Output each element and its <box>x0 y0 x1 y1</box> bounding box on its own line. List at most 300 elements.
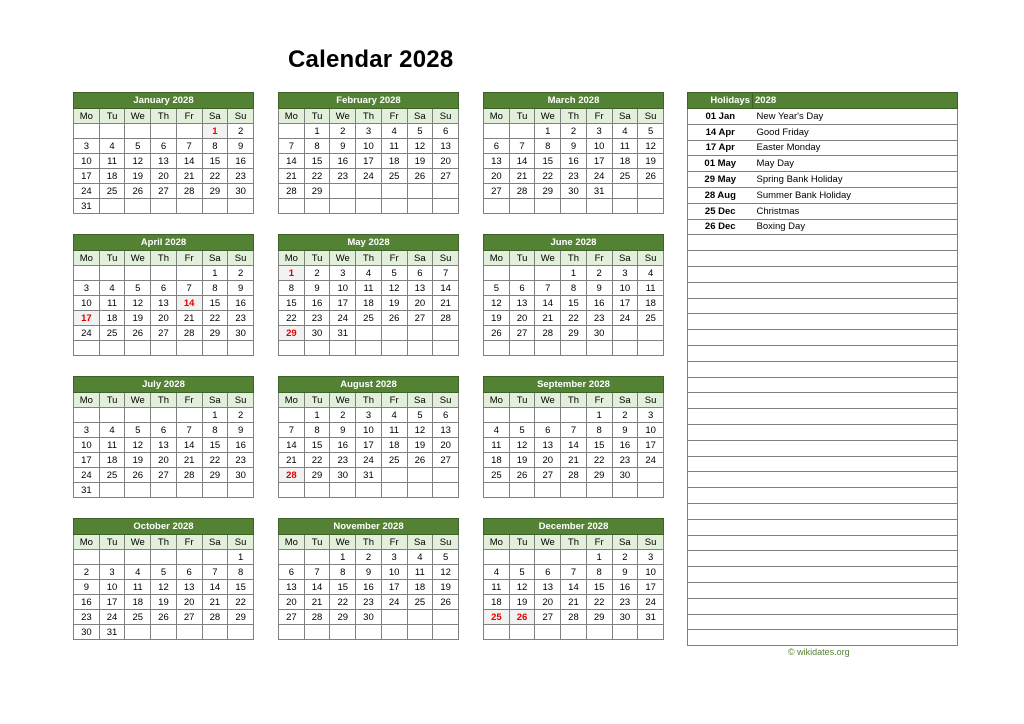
blank-cell <box>688 393 753 409</box>
empty-day-cell <box>407 468 433 483</box>
empty-day-cell <box>74 124 100 139</box>
empty-day-cell <box>484 408 510 423</box>
day-cell: 2 <box>228 408 254 423</box>
day-cell: 19 <box>125 169 151 184</box>
day-cell: 5 <box>407 408 433 423</box>
day-cell: 25 <box>484 468 510 483</box>
day-cell: 12 <box>509 580 535 595</box>
day-cell: 20 <box>176 595 202 610</box>
empty-day-cell <box>202 550 228 565</box>
empty-day-cell <box>509 199 535 214</box>
empty-day-cell <box>99 124 125 139</box>
day-cell: 7 <box>535 281 561 296</box>
empty-day-cell <box>586 625 612 640</box>
holiday-day-cell: 29 <box>279 326 305 341</box>
day-cell: 19 <box>125 453 151 468</box>
day-cell: 9 <box>586 281 612 296</box>
holiday-day-cell: 1 <box>202 124 228 139</box>
empty-day-cell <box>381 199 407 214</box>
empty-day-cell <box>407 199 433 214</box>
empty-day-cell <box>535 199 561 214</box>
day-cell: 12 <box>433 565 459 580</box>
day-cell: 31 <box>330 326 356 341</box>
day-cell: 23 <box>586 311 612 326</box>
day-cell: 1 <box>202 266 228 281</box>
blank-cell <box>753 535 958 551</box>
day-cell: 11 <box>99 296 125 311</box>
empty-day-cell <box>561 483 587 498</box>
day-cell: 26 <box>125 468 151 483</box>
weekday-label: Mo <box>279 251 305 266</box>
weekday-label: Fr <box>381 535 407 550</box>
day-cell: 25 <box>612 169 638 184</box>
blank-holiday-row <box>688 567 958 583</box>
day-cell: 25 <box>125 610 151 625</box>
blank-cell <box>688 377 753 393</box>
empty-day-cell <box>151 199 177 214</box>
empty-day-cell <box>279 483 305 498</box>
weekday-label: Mo <box>484 535 510 550</box>
empty-day-cell <box>433 483 459 498</box>
day-cell: 20 <box>407 296 433 311</box>
weekday-label: We <box>535 251 561 266</box>
empty-day-cell <box>535 550 561 565</box>
day-cell: 9 <box>228 423 254 438</box>
day-cell: 5 <box>151 565 177 580</box>
blank-cell <box>688 456 753 472</box>
blank-holiday-row <box>688 503 958 519</box>
day-cell: 23 <box>228 453 254 468</box>
day-cell: 24 <box>74 184 100 199</box>
day-cell: 6 <box>433 408 459 423</box>
empty-day-cell <box>509 408 535 423</box>
empty-day-cell <box>125 483 151 498</box>
weekday-label: Su <box>228 109 254 124</box>
day-cell: 29 <box>561 326 587 341</box>
weekday-label: Sa <box>407 393 433 408</box>
day-cell: 19 <box>484 311 510 326</box>
blank-cell <box>753 456 958 472</box>
weekday-label: Sa <box>202 535 228 550</box>
day-cell: 16 <box>228 296 254 311</box>
empty-day-cell <box>484 483 510 498</box>
empty-day-cell <box>638 326 664 341</box>
day-cell: 24 <box>74 326 100 341</box>
day-cell: 14 <box>279 438 305 453</box>
month-title: March 2028 <box>484 93 664 109</box>
day-cell: 30 <box>561 184 587 199</box>
day-cell: 13 <box>535 580 561 595</box>
day-cell: 3 <box>356 408 382 423</box>
weekday-label: Su <box>228 535 254 550</box>
blank-cell <box>688 630 753 646</box>
empty-day-cell <box>74 266 100 281</box>
holiday-row <box>688 203 958 219</box>
empty-day-cell <box>99 266 125 281</box>
day-cell: 12 <box>381 281 407 296</box>
day-cell: 22 <box>561 311 587 326</box>
day-cell: 12 <box>638 139 664 154</box>
empty-day-cell <box>509 625 535 640</box>
holiday-name: May Day <box>753 156 958 172</box>
empty-day-cell <box>561 550 587 565</box>
weekday-label: Fr <box>586 251 612 266</box>
day-cell: 1 <box>535 124 561 139</box>
blank-cell <box>753 298 958 314</box>
day-cell: 21 <box>279 453 305 468</box>
day-cell: 29 <box>202 468 228 483</box>
blank-cell <box>688 361 753 377</box>
weekday-label: Su <box>433 535 459 550</box>
day-cell: 19 <box>381 296 407 311</box>
blank-holiday-row <box>688 582 958 598</box>
month-title: October 2028 <box>74 519 254 535</box>
weekday-label: Th <box>561 393 587 408</box>
day-cell: 20 <box>433 438 459 453</box>
weekday-label: Tu <box>509 393 535 408</box>
day-cell: 4 <box>484 423 510 438</box>
weekday-label: We <box>535 109 561 124</box>
weekday-label: Th <box>561 109 587 124</box>
day-cell: 7 <box>279 423 305 438</box>
empty-day-cell <box>484 266 510 281</box>
day-cell: 16 <box>586 296 612 311</box>
empty-day-cell <box>381 468 407 483</box>
day-cell: 6 <box>151 139 177 154</box>
blank-holiday-row <box>688 298 958 314</box>
day-cell: 20 <box>535 595 561 610</box>
day-cell: 21 <box>509 169 535 184</box>
day-cell: 8 <box>202 281 228 296</box>
day-cell: 18 <box>99 311 125 326</box>
month-calendar <box>278 92 459 214</box>
day-cell: 26 <box>125 184 151 199</box>
empty-day-cell <box>638 199 664 214</box>
day-cell: 13 <box>509 296 535 311</box>
day-cell: 22 <box>586 595 612 610</box>
day-cell: 23 <box>330 169 356 184</box>
day-cell: 31 <box>99 625 125 640</box>
holiday-day-cell: 17 <box>74 311 100 326</box>
day-cell: 16 <box>612 580 638 595</box>
day-cell: 20 <box>279 595 305 610</box>
weekday-label: Mo <box>74 535 100 550</box>
day-cell: 21 <box>176 453 202 468</box>
blank-cell <box>753 345 958 361</box>
blank-cell <box>753 488 958 504</box>
day-cell: 3 <box>74 139 100 154</box>
empty-day-cell <box>407 326 433 341</box>
day-cell: 28 <box>535 326 561 341</box>
blank-cell <box>753 630 958 646</box>
weekday-label: Mo <box>484 393 510 408</box>
weekday-label: We <box>125 251 151 266</box>
day-cell: 28 <box>304 610 330 625</box>
day-cell: 12 <box>151 580 177 595</box>
weekday-label: Su <box>228 393 254 408</box>
day-cell: 18 <box>99 169 125 184</box>
day-cell: 5 <box>433 550 459 565</box>
day-cell: 9 <box>356 565 382 580</box>
day-cell: 8 <box>586 423 612 438</box>
day-cell: 28 <box>433 311 459 326</box>
day-cell: 30 <box>228 326 254 341</box>
day-cell: 9 <box>330 139 356 154</box>
empty-day-cell <box>99 199 125 214</box>
day-cell: 5 <box>509 423 535 438</box>
day-cell: 17 <box>99 595 125 610</box>
day-cell: 19 <box>125 311 151 326</box>
holidays-header-year: 2028 <box>753 93 958 109</box>
blank-cell <box>753 235 958 251</box>
weekday-label: Su <box>638 109 664 124</box>
day-cell: 7 <box>561 423 587 438</box>
day-cell: 15 <box>330 580 356 595</box>
day-cell: 13 <box>484 154 510 169</box>
day-cell: 7 <box>509 139 535 154</box>
day-cell: 24 <box>99 610 125 625</box>
day-cell: 14 <box>561 438 587 453</box>
blank-cell <box>753 266 958 282</box>
day-cell: 3 <box>330 266 356 281</box>
day-cell: 29 <box>535 184 561 199</box>
day-cell: 27 <box>535 468 561 483</box>
blank-cell <box>688 519 753 535</box>
weekday-label: Mo <box>74 109 100 124</box>
day-cell: 7 <box>202 565 228 580</box>
empty-day-cell <box>228 341 254 356</box>
month-calendar <box>483 518 664 640</box>
empty-day-cell <box>381 184 407 199</box>
empty-day-cell <box>433 184 459 199</box>
weekday-label: We <box>330 251 356 266</box>
empty-day-cell <box>151 124 177 139</box>
day-cell: 15 <box>202 438 228 453</box>
day-cell: 13 <box>151 154 177 169</box>
holiday-date: 17 Apr <box>688 140 753 156</box>
blank-holiday-row <box>688 330 958 346</box>
day-cell: 6 <box>535 565 561 580</box>
empty-day-cell <box>279 550 305 565</box>
day-cell: 6 <box>151 281 177 296</box>
day-cell: 27 <box>151 326 177 341</box>
day-cell: 10 <box>586 139 612 154</box>
day-cell: 29 <box>228 610 254 625</box>
day-cell: 31 <box>356 468 382 483</box>
weekday-label: We <box>330 109 356 124</box>
weekday-label: Th <box>356 535 382 550</box>
blank-cell <box>688 582 753 598</box>
empty-day-cell <box>176 483 202 498</box>
day-cell: 20 <box>151 311 177 326</box>
blank-cell <box>753 251 958 267</box>
day-cell: 26 <box>407 169 433 184</box>
empty-day-cell <box>279 199 305 214</box>
holiday-day-cell: 1 <box>279 266 305 281</box>
day-cell: 18 <box>381 438 407 453</box>
weekday-label: Fr <box>586 535 612 550</box>
month-title: August 2028 <box>279 377 459 393</box>
day-cell: 30 <box>228 184 254 199</box>
weekday-label: Tu <box>304 251 330 266</box>
day-cell: 16 <box>356 580 382 595</box>
blank-cell <box>688 314 753 330</box>
day-cell: 25 <box>381 453 407 468</box>
weekday-label: Mo <box>484 251 510 266</box>
day-cell: 25 <box>638 311 664 326</box>
day-cell: 13 <box>535 438 561 453</box>
day-cell: 13 <box>176 580 202 595</box>
day-cell: 20 <box>484 169 510 184</box>
day-cell: 20 <box>151 453 177 468</box>
blank-cell <box>688 440 753 456</box>
empty-day-cell <box>561 625 587 640</box>
day-cell: 25 <box>381 169 407 184</box>
day-cell: 7 <box>304 565 330 580</box>
day-cell: 27 <box>433 169 459 184</box>
day-cell: 22 <box>279 311 305 326</box>
blank-cell <box>688 598 753 614</box>
holiday-row <box>688 140 958 156</box>
day-cell: 27 <box>433 453 459 468</box>
day-cell: 2 <box>356 550 382 565</box>
blank-holiday-row <box>688 614 958 630</box>
weekday-label: Sa <box>612 251 638 266</box>
day-cell: 3 <box>612 266 638 281</box>
day-cell: 25 <box>99 468 125 483</box>
weekday-label: Tu <box>99 109 125 124</box>
empty-day-cell <box>330 199 356 214</box>
day-cell: 21 <box>202 595 228 610</box>
day-cell: 23 <box>228 311 254 326</box>
day-cell: 8 <box>304 139 330 154</box>
empty-day-cell <box>509 483 535 498</box>
day-cell: 30 <box>228 468 254 483</box>
day-cell: 26 <box>509 468 535 483</box>
blank-cell <box>753 582 958 598</box>
day-cell: 27 <box>535 610 561 625</box>
holiday-date: 29 May <box>688 172 753 188</box>
weekday-label: Su <box>638 251 664 266</box>
day-cell: 8 <box>586 565 612 580</box>
weekday-label: Fr <box>176 109 202 124</box>
day-cell: 28 <box>561 468 587 483</box>
empty-day-cell <box>176 550 202 565</box>
weekday-label: Tu <box>99 251 125 266</box>
day-cell: 18 <box>638 296 664 311</box>
month-calendar <box>73 518 254 640</box>
blank-cell <box>753 424 958 440</box>
day-cell: 26 <box>638 169 664 184</box>
empty-day-cell <box>228 483 254 498</box>
empty-day-cell <box>381 625 407 640</box>
weekday-label: Sa <box>407 535 433 550</box>
day-cell: 23 <box>304 311 330 326</box>
empty-day-cell <box>381 483 407 498</box>
empty-day-cell <box>125 408 151 423</box>
day-cell: 8 <box>330 565 356 580</box>
day-cell: 16 <box>330 438 356 453</box>
day-cell: 14 <box>176 154 202 169</box>
day-cell: 25 <box>99 184 125 199</box>
blank-cell <box>753 361 958 377</box>
holidays-header <box>688 93 958 109</box>
empty-day-cell <box>484 341 510 356</box>
empty-day-cell <box>125 550 151 565</box>
day-cell: 16 <box>304 296 330 311</box>
day-cell: 21 <box>561 453 587 468</box>
empty-day-cell <box>356 625 382 640</box>
day-cell: 24 <box>356 453 382 468</box>
weekday-label: Tu <box>304 393 330 408</box>
day-cell: 2 <box>612 550 638 565</box>
weekday-label: Sa <box>612 393 638 408</box>
weekday-label: Mo <box>74 393 100 408</box>
day-cell: 23 <box>612 453 638 468</box>
day-cell: 2 <box>228 124 254 139</box>
empty-day-cell <box>535 408 561 423</box>
day-cell: 21 <box>176 311 202 326</box>
empty-day-cell <box>125 341 151 356</box>
holiday-name: Summer Bank Holiday <box>753 187 958 203</box>
day-cell: 26 <box>381 311 407 326</box>
day-cell: 30 <box>356 610 382 625</box>
blank-cell <box>688 266 753 282</box>
day-cell: 16 <box>612 438 638 453</box>
day-cell: 7 <box>279 139 305 154</box>
blank-holiday-row <box>688 424 958 440</box>
day-cell: 30 <box>612 468 638 483</box>
blank-holiday-row <box>688 251 958 267</box>
blank-holiday-row <box>688 440 958 456</box>
day-cell: 6 <box>279 565 305 580</box>
day-cell: 20 <box>509 311 535 326</box>
empty-day-cell <box>279 625 305 640</box>
blank-holiday-row <box>688 630 958 646</box>
day-cell: 27 <box>279 610 305 625</box>
empty-day-cell <box>125 199 151 214</box>
day-cell: 3 <box>638 550 664 565</box>
day-cell: 13 <box>433 423 459 438</box>
weekday-label: Th <box>356 393 382 408</box>
day-cell: 14 <box>202 580 228 595</box>
empty-day-cell <box>433 468 459 483</box>
empty-day-cell <box>535 341 561 356</box>
blank-cell <box>753 409 958 425</box>
day-cell: 19 <box>151 595 177 610</box>
day-cell: 4 <box>612 124 638 139</box>
empty-day-cell <box>484 625 510 640</box>
day-cell: 17 <box>638 580 664 595</box>
day-cell: 9 <box>612 423 638 438</box>
weekday-label: Tu <box>304 535 330 550</box>
day-cell: 18 <box>484 453 510 468</box>
blank-cell <box>753 551 958 567</box>
weekday-label: Sa <box>202 393 228 408</box>
holidays-panel <box>687 92 958 646</box>
empty-day-cell <box>202 341 228 356</box>
day-cell: 24 <box>638 595 664 610</box>
day-cell: 12 <box>484 296 510 311</box>
weekday-label: Fr <box>586 109 612 124</box>
empty-day-cell <box>151 341 177 356</box>
weekday-label: Tu <box>99 393 125 408</box>
empty-day-cell <box>484 550 510 565</box>
day-cell: 22 <box>535 169 561 184</box>
day-cell: 26 <box>484 326 510 341</box>
month-title: July 2028 <box>74 377 254 393</box>
day-cell: 1 <box>330 550 356 565</box>
